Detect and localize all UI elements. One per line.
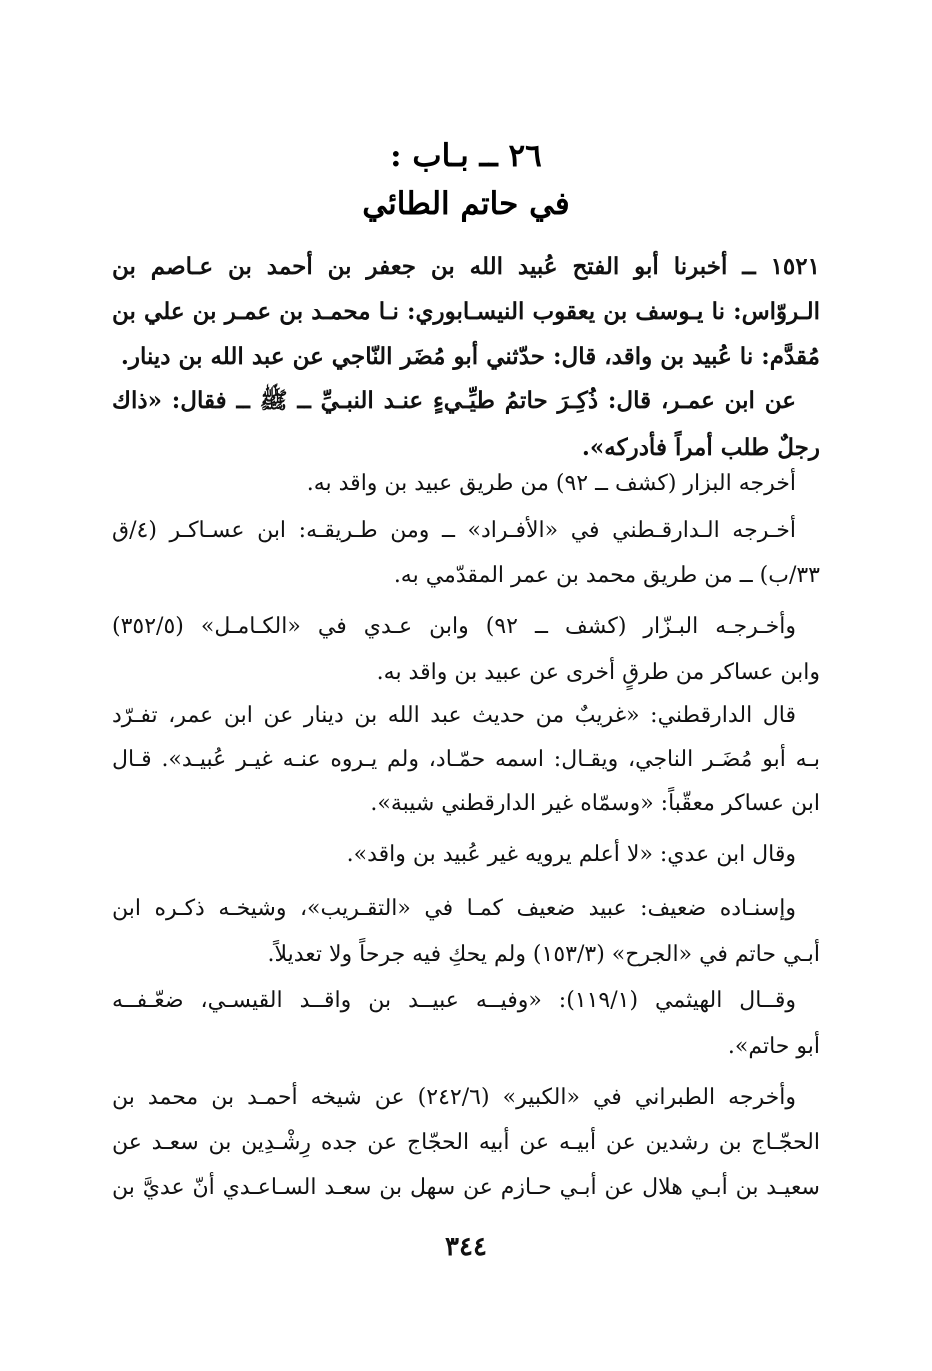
takhrij-paragraph bbox=[112, 694, 820, 826]
takhrij-line: وقــال الهيثمي (١١٩/١): «وفيــه عبيــد بن واقــد القيسـي، ضعّـفــه bbox=[112, 988, 796, 1013]
takhrij-paragraph bbox=[112, 604, 820, 696]
takhrij-line: سعيـد بن أبـي هلال عن أبـي حـازم عن سهل بن سعـد السـاعـدي أنّ عديَّ بن bbox=[112, 1175, 820, 1200]
hadith-isnad bbox=[112, 244, 820, 379]
takhrij-line: أخرجه البزار (كشف ــ ٩٢) من طريق عبيد بن واقد به. bbox=[306, 471, 796, 496]
takhrij-paragraph bbox=[112, 978, 820, 1070]
takhrij-paragraph bbox=[112, 886, 820, 978]
takhrij-line: ٣٣/ب) ــ من طريق محمد بن عمر المقدّمي به. bbox=[393, 563, 820, 588]
takhrij-line: قال الدارقطني: «غريبٌ من حديث عبد الله بن دينار عن ابن عمر، تفـرّد bbox=[112, 703, 796, 728]
page-number: ٣٤٤ bbox=[445, 1232, 487, 1262]
takhrij-line: أخـرجه الـدارقـطني في «الأفـراد» ــ ومن طـريقـه: ابن عسـاكـر (٤/ق bbox=[112, 518, 796, 543]
takhrij-line: وقال ابن عدي: «لا أعلم يرويه غير عُبيد بن واقد». bbox=[346, 842, 796, 867]
takhrij-line: وإسنـاده ضعيف: عبيد ضعيف كمـا في «التقـريب»، وشيخـه ذكـره ابن bbox=[112, 896, 796, 921]
hadith-line: ١٥٢١ ــ أخبرنا أبو الفتح عُبيد الله بن جعفر بن أحمد بن عـاصم بن bbox=[112, 253, 820, 280]
takhrij-line: وأخرجه الطبراني في «الكبير» (٢٤٢/٦) عن شيخه أحمـد بن محمد بن bbox=[112, 1085, 797, 1110]
takhrij-line: وابن عساكر من طرقٍ أخرى عن عبيد بن واقد به. bbox=[376, 660, 820, 685]
takhrij-line: أبـي حاتم في «الجرح» (١٥٣/٣) ولم يحكِ فيه جرحاً ولا تعديلاً. bbox=[267, 942, 820, 967]
matn-line: عن ابن عمـر، قال: ذُكِـرَ حاتمُ طيِّـيءٍ عنـد النبـيِّ ــ ﷺ ــ فقال: «ذاك bbox=[112, 387, 796, 414]
takhrij-paragraph bbox=[112, 1075, 820, 1210]
hadith-matn bbox=[112, 377, 820, 471]
takhrij-line: ابن عساكر معقّباً: «وسمّاه غير الدارقطني شيبة». bbox=[370, 791, 820, 816]
takhrij-line: الحجّـاج بن رشدين عن أبيـه عن أبيه الحجّاج عن جده رِشْـدِين بن سعـد عن bbox=[112, 1130, 820, 1155]
takhrij-paragraph bbox=[112, 833, 820, 877]
chapter-title: في حاتم الطائي bbox=[362, 186, 570, 222]
takhrij-paragraph bbox=[112, 462, 820, 506]
hadith-line: الـروّاس: نا يـوسف بن يعقوب النيسـابوري: نـا محمـد بن عمـر بن علي بن bbox=[112, 298, 820, 325]
takhrij-line: وأخـرجـه البـزّار (كشف ــ ٩٢) وابن عـدي في «الكـامـل» (٣٥٢/٥) bbox=[112, 614, 796, 639]
chapter-number: ٢٦ ــ بـاب : bbox=[390, 138, 542, 174]
hadith-line: مُقدَّم: نا عُبيد بن واقد، قال: حدّثني أبو مُضَر النّاجي عن عبد الله بن دينار. bbox=[120, 343, 820, 370]
takhrij-line: بـه أبو مُضَـر الناجي، ويقـال: اسمه حمّـاد، ولم يـروه عنـه غيـر عُبيـد». قـال bbox=[112, 747, 820, 772]
takhrij-paragraph bbox=[112, 508, 820, 598]
takhrij-line: أبو حاتم». bbox=[727, 1034, 820, 1059]
matn-line: رجلٌ طلب أمراً فأدركه». bbox=[581, 434, 820, 461]
